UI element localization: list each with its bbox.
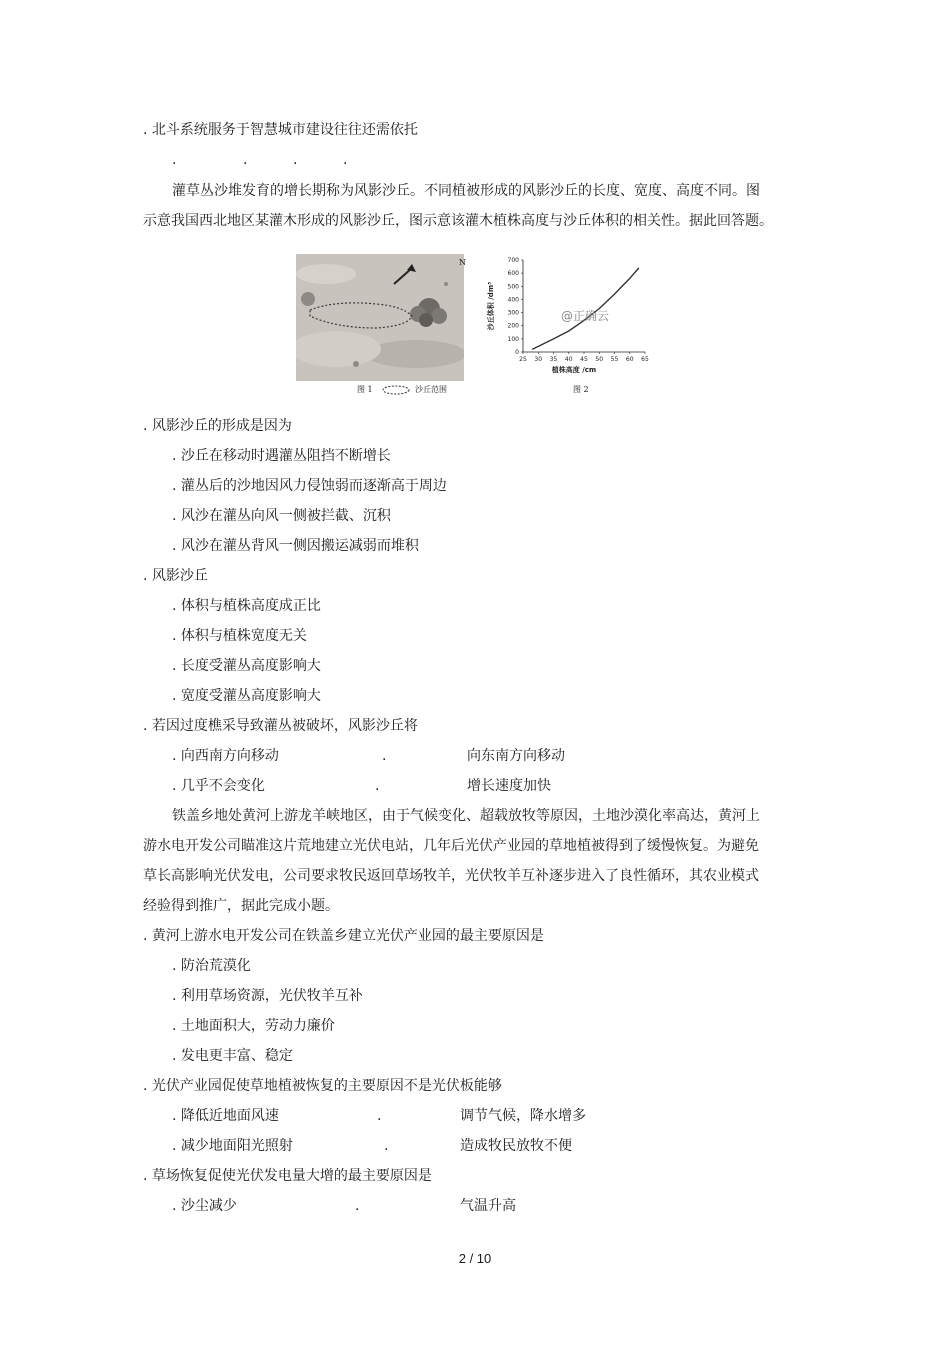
x-tick-label: 30 bbox=[534, 356, 543, 363]
intro-paragraph-line: 草长高影响光伏发电，公司要求牧民返回草场牧羊，光伏牧羊互补逐步进入了良性循环，其农业模式 bbox=[143, 868, 759, 884]
x-tick-label: 35 bbox=[549, 356, 558, 363]
figure-1-caption: 图 1 bbox=[357, 385, 373, 394]
x-tick-label: 55 bbox=[610, 356, 619, 363]
y-tick-label: 500 bbox=[507, 283, 519, 291]
option-d: 增长速度加快 bbox=[467, 778, 551, 794]
option-b: . 利用草场资源，光伏牧羊互补 bbox=[172, 988, 363, 1004]
option-b: 向东南方向移动 bbox=[467, 748, 565, 764]
y-axis-label: 沙丘体积 /dm³ bbox=[487, 281, 495, 331]
question-stem: . 光伏产业园促使草地植被恢复的主要原因不是光伏板能够 bbox=[143, 1078, 502, 1094]
option-a: . 沙尘减少 bbox=[172, 1198, 237, 1214]
intro-paragraph-line: 游水电开发公司瞄准这片荒地建立光伏电站，几年后光伏产业园的草地植被得到了缓慢恢复。为避免 bbox=[143, 838, 759, 854]
intro-paragraph-line: 铁盖乡地处黄河上游龙羊峡地区，由于气候变化、超载放牧等原因，土地沙漠化率高达，黄河上 bbox=[172, 808, 760, 824]
option-c: . 风沙在灌丛向风一侧被拦截、沉积 bbox=[172, 508, 391, 524]
question-stem: . 黄河上游水电开发公司在铁盖乡建立光伏产业园的最主要原因是 bbox=[143, 928, 544, 944]
x-tick-label: 40 bbox=[564, 356, 573, 363]
option-a: . 降低近地面风速 bbox=[172, 1108, 279, 1124]
prev-option-dot: . bbox=[172, 152, 177, 168]
question-stem: . 风影沙丘的形成是因为 bbox=[143, 418, 292, 434]
intro-paragraph-line: 示意我国西北地区某灌木形成的风影沙丘，图示意该灌木植株高度与沙丘体积的相关性。据此回答题。 bbox=[143, 213, 773, 229]
option-b-dot: . bbox=[355, 1198, 360, 1214]
x-axis-label: 植株高度 /cm bbox=[551, 366, 597, 374]
x-tick-label: 60 bbox=[625, 356, 634, 363]
figure-2-chart bbox=[483, 254, 653, 394]
intro-paragraph-line: 灌草丛沙堆发育的增长期称为风影沙丘。不同植被形成的风影沙丘的长度、宽度、高度不同。图 bbox=[172, 183, 760, 199]
y-tick-label: 700 bbox=[507, 257, 519, 264]
option-b: . 灌丛后的沙地因风力侵蚀弱而逐渐高于周边 bbox=[172, 478, 447, 494]
option-d-dot: . bbox=[384, 1138, 389, 1154]
option-a: . 向西南方向移动 bbox=[172, 748, 279, 764]
y-tick-label: 300 bbox=[507, 309, 519, 317]
option-d: 造成牧民放牧不便 bbox=[460, 1138, 572, 1154]
option-d: . 发电更丰富、稳定 bbox=[172, 1048, 293, 1064]
option-b: 调节气候，降水增多 bbox=[460, 1108, 586, 1124]
prev-option-dot: . bbox=[243, 152, 248, 168]
option-a: . 体积与植株高度成正比 bbox=[172, 598, 321, 614]
x-tick-label: 45 bbox=[580, 356, 588, 363]
y-tick-label: 600 bbox=[507, 270, 519, 278]
watermark: @正确云 bbox=[560, 309, 610, 323]
option-a: . 沙丘在移动时遇灌丛阻挡不断增长 bbox=[172, 448, 391, 464]
north-arrow-label: N bbox=[459, 258, 466, 267]
y-tick-label: 0 bbox=[515, 349, 519, 356]
option-c: . 几乎不会变化 bbox=[172, 778, 265, 794]
option-b: 气温升高 bbox=[460, 1198, 516, 1214]
figure-2-caption: 图 2 bbox=[573, 385, 589, 394]
chart-svg bbox=[483, 254, 653, 394]
option-a: . 防治荒漠化 bbox=[172, 958, 251, 974]
question-stem: . 风影沙丘 bbox=[143, 568, 208, 584]
y-tick-label: 200 bbox=[507, 322, 519, 330]
x-tick-label: 25 bbox=[519, 356, 527, 363]
dune-legend-label: 沙丘范围 bbox=[415, 385, 447, 394]
option-c: . 减少地面阳光照射 bbox=[172, 1138, 293, 1154]
dune-legend-icon bbox=[381, 384, 411, 396]
prev-option-dot: . bbox=[293, 152, 298, 168]
option-b-dot: . bbox=[377, 1108, 382, 1124]
y-tick-label: 100 bbox=[507, 335, 519, 343]
question-stem: . 若因过度樵采导致灌丛被破坏，风影沙丘将 bbox=[143, 718, 418, 734]
option-d: . 风沙在灌丛背风一侧因搬运减弱而堆积 bbox=[172, 538, 419, 554]
option-c: . 土地面积大，劳动力廉价 bbox=[172, 1018, 335, 1034]
option-c: . 长度受灌丛高度影响大 bbox=[172, 658, 321, 674]
x-tick-label: 50 bbox=[595, 356, 604, 363]
prev-question-stem: . 北斗系统服务于智慧城市建设往往还需依托 bbox=[143, 122, 418, 138]
question-stem: . 草场恢复促使光伏发电量大增的最主要原因是 bbox=[143, 1168, 432, 1184]
option-b-dot: . bbox=[382, 748, 387, 764]
figure-1-photo bbox=[296, 254, 464, 381]
option-d-dot: . bbox=[375, 778, 380, 794]
option-d: . 宽度受灌丛高度影响大 bbox=[172, 688, 321, 704]
y-tick-label: 400 bbox=[507, 296, 519, 304]
option-b: . 体积与植株宽度无关 bbox=[172, 628, 307, 644]
x-tick-label: 65 bbox=[641, 356, 649, 363]
intro-paragraph-line: 经验得到推广，据此完成小题。 bbox=[143, 898, 339, 914]
prev-option-dot: . bbox=[343, 152, 348, 168]
page-number: 2 / 10 bbox=[458, 1251, 492, 1266]
